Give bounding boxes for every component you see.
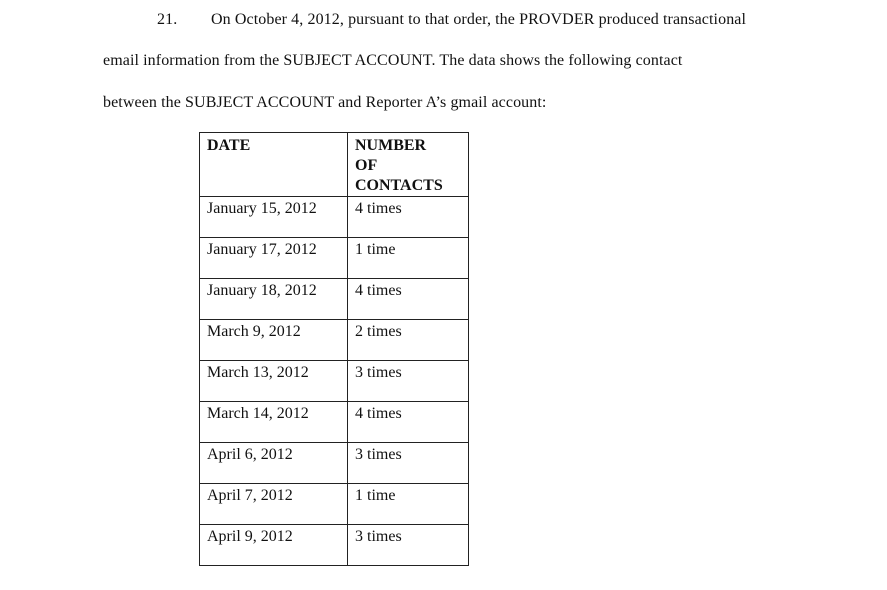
table-row [200,279,469,320]
date-cell: January 15, 2012 [200,197,348,238]
date-cell: April 9, 2012 [200,525,348,566]
table-header-row [200,133,469,197]
date-cell: March 13, 2012 [200,361,348,402]
header-number-line-1: NUMBER [355,137,427,154]
table-row [200,484,469,525]
table-row [200,525,469,566]
table-row [200,443,469,484]
paragraph-line-1 [157,10,746,30]
table-row [200,197,469,238]
date-cell: January 17, 2012 [200,238,348,279]
table-row [200,238,469,279]
count-cell: 3 times [348,525,469,566]
date-cell: April 6, 2012 [200,443,348,484]
date-cell: March 9, 2012 [200,320,348,361]
header-number-of-contacts [348,133,469,197]
paragraph-line-3: between the SUBJECT ACCOUNT and Reporter A’s gmail account: [103,94,547,111]
count-cell: 1 time [348,484,469,525]
date-cell: April 7, 2012 [200,484,348,525]
contacts-table [199,132,469,566]
count-cell: 1 time [348,238,469,279]
count-cell: 4 times [348,279,469,320]
count-cell: 4 times [348,402,469,443]
table-row [200,402,469,443]
paragraph-number: 21. [157,11,178,28]
count-cell: 4 times [348,197,469,238]
paragraph-line-2: email information from the SUBJECT ACCOUNT. The data shows the following contact [103,52,683,69]
header-date: DATE [200,133,348,197]
paragraph-line-1-text: On October 4, 2012, pursuant to that order, the PROVDER produced transactional [211,11,747,28]
table-row [200,320,469,361]
count-cell: 2 times [348,320,469,361]
header-number-line-2: OF [355,157,378,174]
table-row [200,361,469,402]
date-cell: January 18, 2012 [200,279,348,320]
header-number-line-3: CONTACTS [355,177,443,194]
count-cell: 3 times [348,361,469,402]
count-cell: 3 times [348,443,469,484]
date-cell: March 14, 2012 [200,402,348,443]
